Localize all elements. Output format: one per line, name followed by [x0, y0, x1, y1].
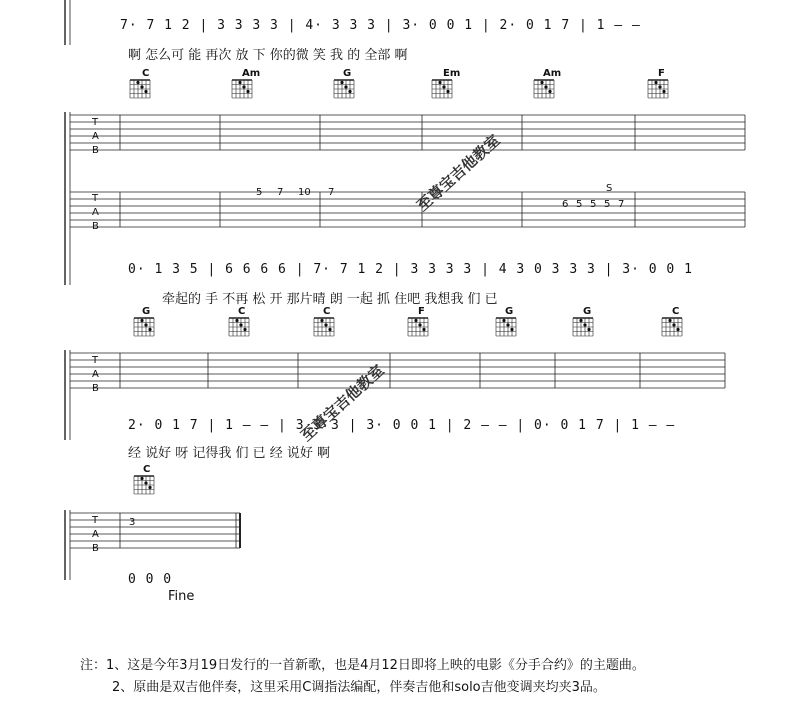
chord-name: Em — [443, 68, 461, 79]
chord-diagram-dot — [140, 477, 143, 480]
fret-number: 10 — [298, 187, 311, 198]
chord-diagram-dot — [246, 90, 249, 93]
chord-diagram-dot — [502, 319, 505, 322]
tab-letter: T — [92, 355, 99, 366]
tab-letter: A — [92, 529, 99, 540]
chord-diagram-dot — [587, 328, 590, 331]
fret-number: 5 — [604, 199, 611, 210]
chord-diagram-dot — [583, 323, 586, 326]
chord-name: G — [343, 68, 352, 79]
chord-diagram-dot — [148, 328, 151, 331]
tab-letter: B — [92, 543, 99, 554]
fret-number: 5 — [590, 199, 597, 210]
chord-diagram-dot — [446, 90, 449, 93]
chord-diagram-dot — [540, 81, 543, 84]
chord-diagram-dot — [140, 85, 143, 88]
chord-diagram-dot — [144, 481, 147, 484]
system2-numbered-notation: 2· 0 1 7 | 1 — — | 3 3 3 | 3· 0 0 1 | 2 — — | 0· 0 1 7 | 1 — — — [128, 418, 676, 433]
chord-diagram-dot — [654, 81, 657, 84]
chord-name: C — [143, 464, 151, 475]
chord-diagram-dot — [658, 85, 661, 88]
fret-number: 6 — [562, 199, 569, 210]
system1-lyrics: 牵起的 手 不再 松 开 那片晴 朗 一起 抓 住吧 我想我 们 已 — [162, 292, 498, 307]
chord-name: G — [142, 306, 151, 317]
chord-diagram-dot — [548, 90, 551, 93]
row1-numbered-notation: 7· 7 1 2 | 3 3 3 3 | 4· 3 3 3 | 3· 0 0 1 | 2· 0 1 7 | 1 — — — [120, 18, 641, 33]
chord-diagram-dot — [506, 323, 509, 326]
chord-diagram-dot — [442, 85, 445, 88]
tab-letter: B — [92, 145, 99, 156]
fine-mark: Fine — [168, 589, 195, 604]
note-line-2: 2、原曲是双吉他伴奏，这里采用C调指法编配，伴奏吉他和solo吉他变调夹均夹3品。 — [112, 680, 606, 695]
chord-diagram-dot — [242, 85, 245, 88]
watermark: 至尊宝吉他教室 — [413, 131, 504, 215]
chord-diagram-dot — [328, 328, 331, 331]
chord-diagram-dot — [324, 323, 327, 326]
chord-diagram-dot — [438, 81, 441, 84]
chord-name: C — [142, 68, 150, 79]
fret-number: 7 — [277, 187, 284, 198]
chord-diagram-dot — [418, 323, 421, 326]
chord-diagram-dot — [235, 319, 238, 322]
chord-name: G — [505, 306, 514, 317]
chord-diagram-dot — [579, 319, 582, 322]
chord-diagram-dot — [243, 328, 246, 331]
chord-diagram-dot — [136, 81, 139, 84]
tab-letter: A — [92, 369, 99, 380]
chord-diagram-dot — [422, 328, 425, 331]
fret-number: 7 — [618, 199, 625, 210]
chord-diagram-dot — [668, 319, 671, 322]
chord-diagram-dot — [140, 319, 143, 322]
chord-name: F — [418, 306, 425, 317]
chord-diagram-dot — [414, 319, 417, 322]
chord-diagram-dot — [672, 323, 675, 326]
chord-diagram-dot — [238, 81, 241, 84]
fret-number: 3 — [129, 517, 136, 528]
fret-number: 5 — [256, 187, 263, 198]
chord-name: F — [658, 68, 665, 79]
tab-letter: A — [92, 131, 99, 142]
system1-numbered-notation: 0· 1 3 5 | 6 6 6 6 | 7· 7 1 2 | 3 3 3 3 | 4 3 0 3 3 3 | 3· 0 0 1 — [128, 262, 693, 277]
slide-mark: S — [606, 183, 613, 194]
chord-diagram-dot — [239, 323, 242, 326]
tab-letter: A — [92, 207, 99, 218]
chord-name: C — [323, 306, 331, 317]
chord-diagram-dot — [144, 323, 147, 326]
chord-name: Am — [543, 68, 562, 79]
system2-lyrics: 经 说好 呀 记得我 们 已 经 说好 啊 — [128, 446, 331, 461]
note-line-1: 注：1、这是今年3月19日发行的一首新歌，也是4月12日即将上映的电影《分手合约》的主题曲。 — [80, 658, 645, 673]
fret-number: 5 — [576, 199, 583, 210]
chord-diagram-dot — [348, 90, 351, 93]
row1-lyrics: 啊 怎么可 能 再次 放 下 你的微 笑 我 的 全部 啊 — [128, 48, 408, 63]
chord-diagram-dot — [662, 90, 665, 93]
watermark: 至尊宝吉他教室 — [297, 361, 388, 445]
chord-name: C — [672, 306, 680, 317]
fret-number: 7 — [328, 187, 335, 198]
chord-name: Am — [242, 68, 261, 79]
tab-letter: T — [92, 515, 99, 526]
system3-numbered-notation: 0 0 0 — [128, 572, 173, 587]
chord-diagram-dot — [510, 328, 513, 331]
chord-diagram-dot — [344, 85, 347, 88]
chord-name: G — [583, 306, 592, 317]
chord-diagram-dot — [144, 90, 147, 93]
chord-name: C — [238, 306, 246, 317]
chord-diagram-dot — [676, 328, 679, 331]
tab-letter: T — [92, 117, 99, 128]
chord-diagram-dot — [320, 319, 323, 322]
chord-diagram-dot — [544, 85, 547, 88]
tab-letter: T — [92, 193, 99, 204]
chord-diagram-dot — [340, 81, 343, 84]
chord-diagram-dot — [148, 486, 151, 489]
tab-letter: B — [92, 221, 99, 232]
tab-letter: B — [92, 383, 99, 394]
